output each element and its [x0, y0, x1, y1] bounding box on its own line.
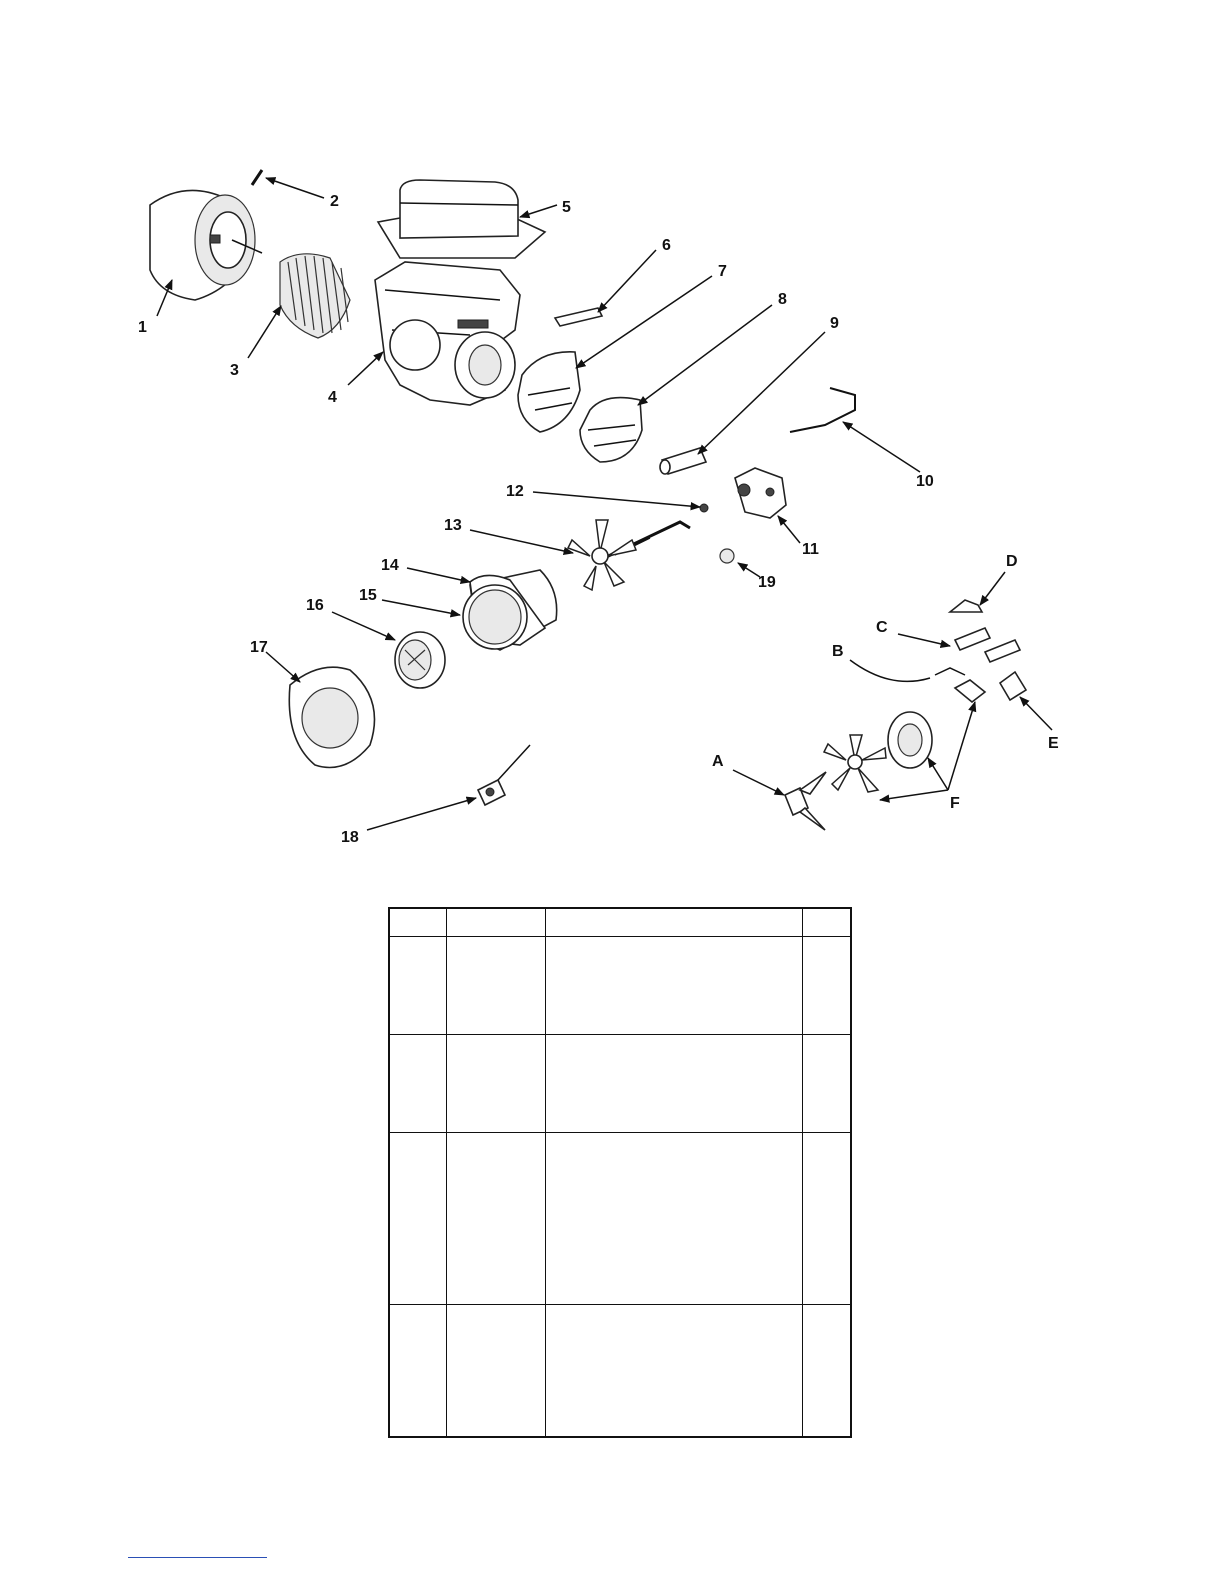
- callout-5: 5: [562, 199, 571, 216]
- callout-a: A: [712, 753, 724, 770]
- callout-b: B: [832, 643, 844, 660]
- blower-wheel-part: [280, 254, 350, 338]
- electrode-assembly-part: [568, 520, 690, 590]
- callout-16: 16: [306, 597, 324, 614]
- callout-10: 10: [916, 473, 934, 490]
- callout-4: 4: [328, 389, 337, 406]
- bracket-part-d: [950, 600, 982, 612]
- callout-1: 1: [138, 319, 147, 336]
- callout-6: 6: [662, 237, 671, 254]
- callout-15: 15: [359, 587, 377, 604]
- callout-17: 17: [250, 639, 268, 656]
- callout-12: 12: [506, 483, 524, 500]
- inner-air-band-part: [518, 352, 580, 432]
- bleed-screw-part: [700, 504, 708, 512]
- callout-19: 19: [758, 574, 776, 591]
- callout-14: 14: [381, 557, 399, 574]
- callout-7: 7: [718, 263, 727, 280]
- air-band-plate-part: [555, 308, 602, 326]
- fan-hub-part-a: [785, 772, 826, 830]
- oil-fitting-part: [478, 745, 530, 805]
- callout-f: F: [950, 795, 960, 812]
- insulator-part-e: [1000, 672, 1026, 700]
- burner-tube-part: [463, 570, 557, 650]
- lead-wire-part-b: [935, 668, 965, 675]
- nozzle-cartridge-part: [660, 448, 706, 474]
- transformer-cover-part: [378, 180, 545, 258]
- oil-line-part: [790, 388, 855, 432]
- callout-3: 3: [230, 362, 239, 379]
- callout-d: D: [1006, 553, 1018, 570]
- mounting-gasket-part: [289, 667, 374, 767]
- nut-part: [720, 549, 734, 563]
- table-column-divider: [545, 909, 546, 1436]
- table-row-divider: [390, 1304, 850, 1305]
- callout-13: 13: [444, 517, 462, 534]
- igniter-part-c: [955, 628, 1020, 662]
- table-column-divider: [802, 909, 803, 1436]
- table-column-divider: [446, 909, 447, 1436]
- table-row-divider: [390, 1034, 850, 1035]
- burner-housing-part: [375, 262, 520, 405]
- table-header-divider: [390, 936, 850, 937]
- callout-c: C: [876, 619, 888, 636]
- callout-2: 2: [330, 193, 339, 210]
- burner-head-part: [395, 632, 445, 688]
- air-shutter-part: [580, 398, 642, 462]
- oil-pump-part: [735, 468, 786, 518]
- footer-link-rule: [128, 1557, 267, 1558]
- fan-and-disk-part-f: [824, 680, 985, 792]
- callout-e: E: [1048, 735, 1059, 752]
- table-row-divider: [390, 1132, 850, 1133]
- callout-9: 9: [830, 315, 839, 332]
- callout-11: 11: [802, 541, 819, 558]
- blower-motor-part: [150, 190, 262, 300]
- parts-list-table: [388, 907, 852, 1438]
- callout-18: 18: [341, 829, 359, 846]
- shaft-key-part: [252, 170, 262, 185]
- callout-8: 8: [778, 291, 787, 308]
